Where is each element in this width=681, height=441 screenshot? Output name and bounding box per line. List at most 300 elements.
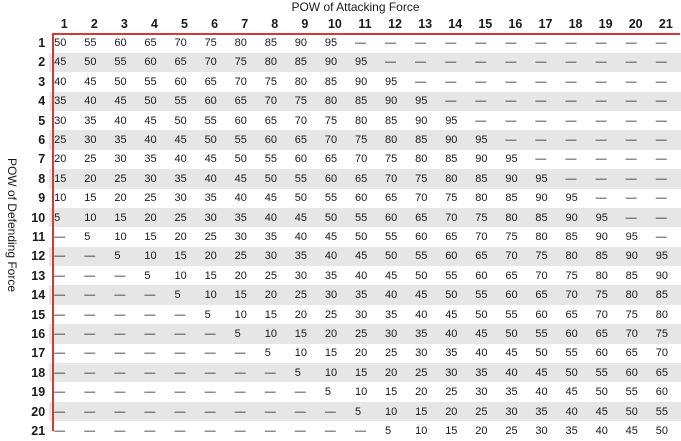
table-cell: 65 (290, 130, 320, 149)
table-cell: 25 (144, 192, 157, 205)
table-cell: 15 (49, 169, 79, 188)
table-cell: — (621, 169, 651, 188)
table-cell: — (621, 208, 651, 227)
table-cell: 60 (320, 169, 350, 188)
column-header: 16 (508, 16, 523, 31)
table-cell: 65 (470, 247, 500, 266)
table-cell: — (535, 114, 547, 127)
table-cell: 55 (470, 285, 500, 304)
table-cell: — (625, 75, 637, 88)
table-cell: 60 (655, 386, 668, 399)
table-cell: 75 (230, 53, 260, 72)
table-cell: 60 (174, 75, 187, 88)
table-row (22, 72, 681, 91)
table-cell: 50 (174, 114, 187, 127)
table-cell: — (139, 285, 169, 304)
table-cell: 25 (290, 285, 320, 304)
table-cell: 25 (169, 208, 199, 227)
column-header: 8 (271, 16, 279, 31)
table-cell: 50 (114, 75, 127, 88)
table-cell: 40 (139, 130, 169, 149)
table-cell: — (651, 208, 681, 227)
table-cell: 20 (380, 363, 410, 382)
table-cell: 55 (505, 308, 518, 321)
column-header: 14 (448, 16, 463, 31)
table-cell: 75 (445, 192, 458, 205)
table-cell: 60 (500, 285, 530, 304)
table-cell: 55 (410, 247, 440, 266)
table-cell: 15 (264, 308, 277, 321)
table-cell: 80 (260, 53, 290, 72)
row-header: 21 (31, 423, 46, 438)
table-cell: 15 (144, 230, 157, 243)
table-cell: 50 (415, 269, 428, 282)
table-cell: — (385, 37, 397, 50)
table-cell: 90 (475, 153, 488, 166)
table-row (22, 169, 681, 188)
table-cell: — (591, 92, 621, 111)
table-cell: 35 (290, 247, 320, 266)
table-cell: 50 (475, 308, 488, 321)
table-cell: — (535, 37, 547, 50)
table-cell: 55 (290, 169, 320, 188)
table-cell: 85 (290, 53, 320, 72)
table-cell: 55 (625, 386, 638, 399)
table-cell: — (49, 247, 79, 266)
table-cell: 70 (354, 153, 368, 166)
table-cell: 55 (144, 75, 157, 88)
table-cell: 25 (204, 230, 217, 243)
row-header: 5 (38, 113, 46, 128)
table-cell: — (54, 347, 66, 360)
table-cell: 50 (260, 169, 290, 188)
table-cell: 30 (79, 130, 109, 149)
table-cell: 45 (49, 53, 79, 72)
table-cell: 70 (655, 347, 668, 360)
row-header: 7 (38, 152, 46, 167)
table-cell: 65 (324, 153, 338, 166)
table-cell: — (84, 269, 96, 282)
table-cell: — (109, 324, 139, 343)
table-body (22, 33, 681, 440)
table-cell: — (109, 285, 139, 304)
table-cell: — (169, 324, 199, 343)
table-cell: 75 (410, 169, 440, 188)
table-cell: 65 (230, 92, 260, 111)
table-cell: 55 (445, 269, 458, 282)
table-cell: 40 (79, 92, 109, 111)
table-cell: 20 (440, 402, 470, 421)
table-cell: — (114, 424, 126, 437)
table-cell: 20 (79, 169, 109, 188)
table-cell: 40 (500, 363, 530, 382)
table-cell: — (530, 92, 560, 111)
table-cell: 55 (109, 53, 139, 72)
table-cell: — (561, 169, 591, 188)
column-header: 6 (211, 16, 219, 31)
table-cell: 55 (591, 363, 621, 382)
table-cell: 30 (475, 386, 488, 399)
table-cell: 70 (475, 230, 488, 243)
table-cell: 70 (561, 285, 591, 304)
table-cell: 65 (505, 269, 518, 282)
table-cell: — (561, 92, 591, 111)
table-cell: 65 (144, 37, 157, 50)
table-cell: — (500, 130, 530, 149)
table-cell: 40 (260, 208, 290, 227)
table-cell: 90 (354, 75, 368, 88)
table-cell: 35 (565, 424, 578, 437)
table-cell: 75 (470, 208, 500, 227)
table-cell: — (475, 114, 487, 127)
table-row (22, 421, 681, 440)
table-cell: — (144, 386, 156, 399)
table-cell: 45 (84, 75, 97, 88)
table-cell: 60 (621, 363, 651, 382)
table-cell: 5 (324, 386, 331, 399)
table-cell: 50 (79, 53, 109, 72)
table-cell: 30 (200, 208, 230, 227)
table-cell: 30 (174, 192, 187, 205)
table-cell: 45 (445, 308, 458, 321)
table-cell: — (234, 424, 246, 437)
table-cell: — (530, 53, 560, 72)
table-cell: — (500, 92, 530, 111)
table-cell: 25 (505, 424, 518, 437)
table-cell: 50 (655, 424, 668, 437)
table-cell: 35 (144, 153, 157, 166)
table-cell: 20 (320, 324, 350, 343)
table-cell: 15 (204, 269, 217, 282)
table-cell: — (565, 153, 577, 166)
table-cell: — (505, 75, 517, 88)
table-cell: 10 (320, 363, 350, 382)
table-cell: 50 (500, 324, 530, 343)
table-cell: 95 (445, 114, 458, 127)
table-cell: 15 (350, 363, 380, 382)
table-row (22, 324, 681, 343)
table-cell: 50 (535, 347, 548, 360)
table-cell: 10 (139, 247, 169, 266)
table-cell: 65 (651, 363, 681, 382)
column-header: 1 (60, 16, 68, 31)
table-cell: — (591, 53, 621, 72)
table-cell: — (84, 347, 96, 360)
table-cell: 75 (530, 247, 560, 266)
table-cell: — (410, 53, 440, 72)
table-cell: 45 (169, 130, 199, 149)
table-cell: 5 (230, 324, 260, 343)
table-cell: — (169, 402, 199, 421)
table-cell: 75 (591, 285, 621, 304)
table-cell: — (109, 402, 139, 421)
table-cell: 40 (174, 153, 187, 166)
table-cell: — (290, 402, 320, 421)
table-cell: 50 (561, 363, 591, 382)
table-cell: 45 (109, 92, 139, 111)
table-cell: — (655, 230, 667, 243)
table-cell: — (445, 75, 457, 88)
table-cell: 50 (354, 230, 368, 243)
table-cell: — (621, 92, 651, 111)
column-header: 10 (327, 16, 342, 31)
table-cell: 10 (380, 402, 410, 421)
table-cell: 70 (415, 192, 428, 205)
table-cell: 50 (440, 285, 470, 304)
table-cell: — (470, 53, 500, 72)
table-cell: — (234, 347, 246, 360)
attacking-force-axis-title: POW of Attacking Force (291, 0, 420, 14)
table-cell: 80 (595, 269, 608, 282)
table-cell: 60 (475, 269, 488, 282)
table-cell: — (79, 324, 109, 343)
table-cell: — (475, 37, 487, 50)
table-cell: 50 (54, 37, 67, 50)
table-cell: 80 (500, 208, 530, 227)
table-cell: 95 (410, 92, 440, 111)
table-cell: 5 (290, 363, 320, 382)
table-cell: 50 (320, 208, 350, 227)
table-cell: — (200, 363, 230, 382)
table-cell: 95 (385, 75, 398, 88)
table-cell: 10 (174, 269, 187, 282)
table-cell: 85 (324, 75, 338, 88)
table-cell: 95 (625, 230, 638, 243)
table-cell: 75 (264, 75, 277, 88)
table-row (22, 150, 681, 169)
table-cell: 30 (380, 324, 410, 343)
table-cell: 30 (500, 402, 530, 421)
table-cell: 70 (200, 53, 230, 72)
table-cell: — (200, 402, 230, 421)
table-cell: — (475, 75, 487, 88)
table-cell: — (505, 114, 517, 127)
table-cell: 60 (440, 247, 470, 266)
row-header: 14 (31, 288, 46, 303)
table-cell: 55 (385, 230, 398, 243)
table-cell: 40 (294, 230, 308, 243)
table-cell: — (655, 37, 667, 50)
table-cell: 70 (260, 92, 290, 111)
table-cell: 25 (350, 324, 380, 343)
column-header: 18 (568, 16, 583, 31)
table-cell: 45 (324, 230, 338, 243)
column-header: 20 (628, 16, 643, 31)
column-header: 9 (301, 16, 309, 31)
table-cell: — (595, 37, 607, 50)
table-cell: 20 (114, 192, 127, 205)
table-row (22, 130, 681, 149)
column-header: 5 (181, 16, 188, 31)
table-row (22, 344, 681, 363)
table-cell: 5 (169, 285, 199, 304)
table-cell: 60 (294, 153, 308, 166)
table-cell: — (144, 347, 156, 360)
table-cell: — (84, 424, 96, 437)
table-cell: — (625, 192, 637, 205)
table-cell: — (204, 386, 216, 399)
table-cell: 40 (354, 269, 368, 282)
table-cell: 10 (294, 347, 308, 360)
table-cell: 35 (470, 363, 500, 382)
table-cell: 20 (475, 424, 488, 437)
table-cell: 50 (200, 130, 230, 149)
table-cell: — (174, 424, 186, 437)
table-cell: 25 (264, 269, 277, 282)
table-cell: — (79, 402, 109, 421)
table-cell: 15 (385, 386, 398, 399)
table-row (22, 92, 681, 111)
table-cell: — (470, 92, 500, 111)
table-cell: 80 (621, 285, 651, 304)
table-cell: 50 (234, 153, 247, 166)
table-cell: 70 (595, 308, 608, 321)
table-cell: — (595, 153, 607, 166)
table-cell: — (109, 363, 139, 382)
table-cell: — (54, 269, 66, 282)
table-cell: 5 (264, 347, 271, 360)
table-cell: 10 (114, 230, 127, 243)
table-cell: 35 (84, 114, 97, 127)
table-cell: 40 (440, 324, 470, 343)
table-cell: — (169, 363, 199, 382)
table-cell: 55 (264, 153, 277, 166)
table-cell: 65 (204, 75, 217, 88)
table-cell: 60 (535, 308, 548, 321)
table-cell: — (260, 363, 290, 382)
table-cell: — (200, 324, 230, 343)
table-cell: 45 (410, 285, 440, 304)
table-cell: 90 (380, 92, 410, 111)
table-cell: 95 (350, 53, 380, 72)
table-cell: 60 (234, 114, 247, 127)
column-header: 19 (598, 16, 613, 31)
table-cell: — (324, 424, 336, 437)
table-cell: — (49, 285, 79, 304)
table-cell: — (79, 363, 109, 382)
table-cell: — (655, 153, 667, 166)
table-cell: — (230, 363, 260, 382)
table-cell: — (535, 75, 547, 88)
table-cell: 35 (324, 269, 338, 282)
table-row (22, 285, 681, 304)
table-cell: — (445, 37, 457, 50)
table-cell: 45 (350, 247, 380, 266)
table-cell: 15 (410, 402, 440, 421)
table-cell: 90 (320, 53, 350, 72)
table-cell: 30 (54, 114, 67, 127)
table-cell: 85 (350, 92, 380, 111)
table-cell: — (530, 130, 560, 149)
table-cell: 75 (505, 230, 518, 243)
row-header: 18 (31, 365, 46, 380)
table-cell: 15 (445, 424, 458, 437)
table-cell: — (294, 386, 306, 399)
table-cell: 90 (561, 208, 591, 227)
table-cell: — (114, 269, 126, 282)
table-cell: — (139, 363, 169, 382)
table-row (22, 111, 681, 130)
table-row (22, 208, 681, 227)
table-cell: 10 (260, 324, 290, 343)
table-cell: 95 (470, 130, 500, 149)
table-cell: — (144, 424, 156, 437)
table-cell: — (500, 53, 530, 72)
table-cell: 60 (139, 53, 169, 72)
table-row (22, 227, 681, 246)
table-cell: — (595, 75, 607, 88)
table-cell: 85 (385, 114, 398, 127)
table-cell: 85 (530, 208, 560, 227)
table-cell: — (114, 308, 126, 321)
table-cell: 25 (385, 347, 398, 360)
column-header: 12 (388, 16, 403, 31)
table-cell: 15 (84, 192, 97, 205)
column-header-row (22, 14, 681, 33)
table-cell: 95 (324, 37, 338, 50)
table-cell: 5 (109, 247, 139, 266)
table-cell: 75 (565, 269, 578, 282)
table-cell: — (354, 37, 366, 50)
table-cell: 90 (621, 247, 651, 266)
column-header: 21 (658, 16, 673, 31)
table-cell: 45 (230, 169, 260, 188)
table-cell: — (204, 424, 216, 437)
table-cell: 10 (234, 308, 247, 321)
table-cell: 90 (655, 269, 668, 282)
table-cell: 55 (204, 114, 217, 127)
table-cell: 45 (530, 363, 560, 382)
table-cell: — (79, 247, 109, 266)
table-cell: — (354, 424, 366, 437)
table-cell: 30 (114, 153, 127, 166)
table-cell: 30 (139, 169, 169, 188)
table-cell: — (535, 153, 547, 166)
table-cell: 55 (350, 208, 380, 227)
table-cell: 55 (324, 192, 338, 205)
table-cell: — (114, 347, 126, 360)
table-cell: — (621, 130, 651, 149)
table-cell: 45 (204, 153, 217, 166)
table-cell: 25 (230, 247, 260, 266)
table-cell: — (114, 386, 126, 399)
table-cell: 50 (621, 402, 651, 421)
table-cell: — (651, 169, 681, 188)
table-cell: 30 (440, 363, 470, 382)
table-cell: 25 (410, 363, 440, 382)
table-cell: — (565, 114, 577, 127)
table-cell: 10 (200, 285, 230, 304)
table-cell: 45 (505, 347, 518, 360)
table-corner (22, 14, 49, 33)
table-cell: 65 (350, 169, 380, 188)
table-cell: 35 (505, 386, 518, 399)
table-cell: 45 (144, 114, 157, 127)
table-cell: 85 (264, 37, 277, 50)
table-cell: — (49, 363, 79, 382)
table-cell: 10 (354, 386, 368, 399)
table-cell: 45 (565, 386, 578, 399)
table-cell: — (625, 114, 637, 127)
table-cell: 35 (410, 324, 440, 343)
table-cell: 65 (445, 230, 458, 243)
table-cell: 85 (445, 153, 458, 166)
row-header: 10 (31, 210, 46, 225)
table-cell: 95 (565, 192, 578, 205)
table-cell: 65 (385, 192, 398, 205)
row-header: 17 (31, 346, 46, 361)
table-cell: 85 (591, 247, 621, 266)
